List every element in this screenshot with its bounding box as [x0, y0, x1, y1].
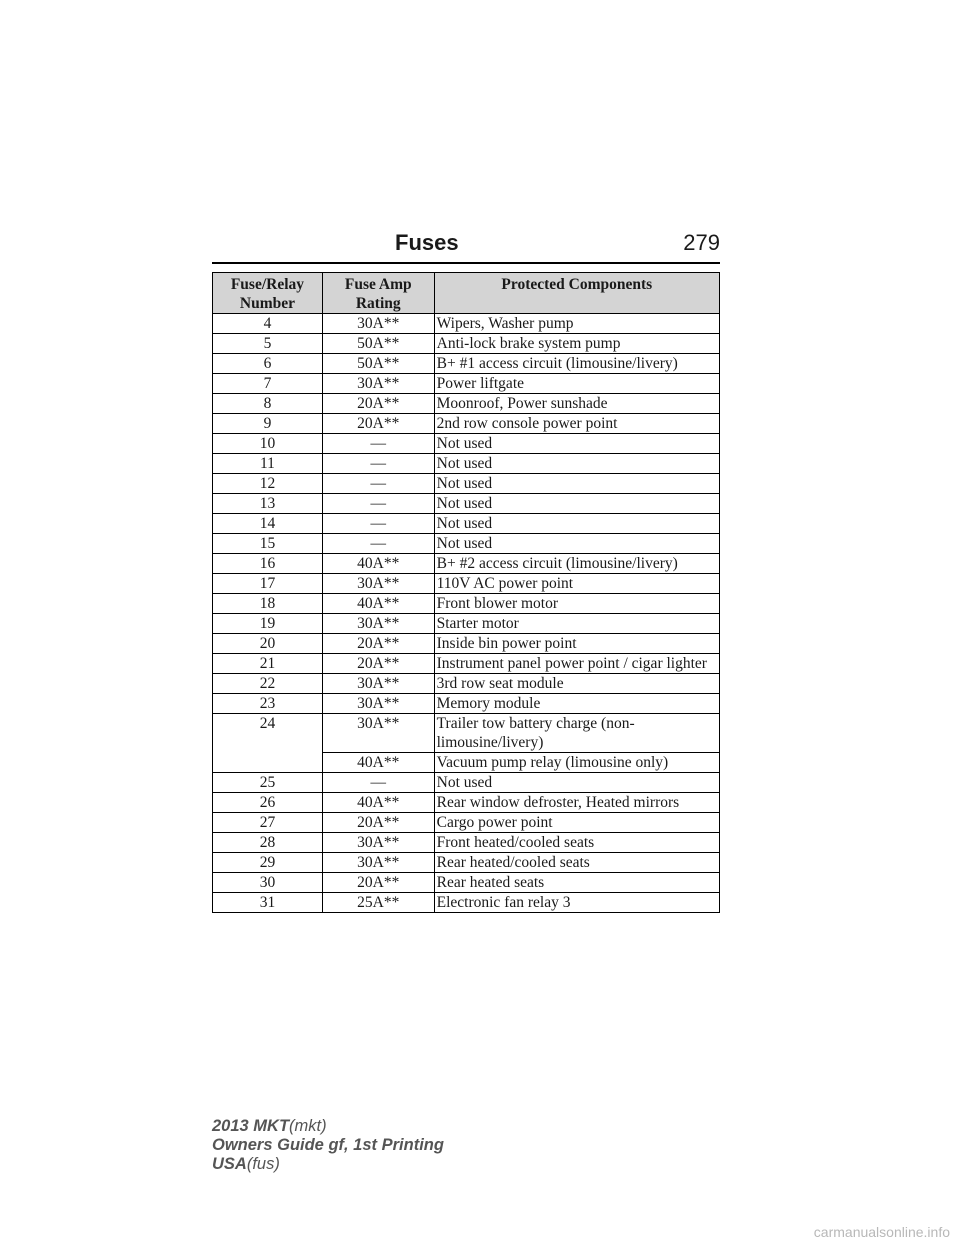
table-row: [213, 394, 720, 414]
protected-component-cell: B+ #2 access circuit (limousine/livery): [434, 554, 719, 574]
page-number: 279: [683, 230, 720, 255]
amp-rating-cell: —: [322, 514, 434, 534]
table-row: [213, 434, 720, 454]
protected-component-cell: Electronic fan relay 3: [434, 893, 719, 913]
protected-component-cell: Rear window defroster, Heated mirrors: [434, 793, 719, 813]
amp-rating-cell: 20A**: [322, 813, 434, 833]
footer-line-region: [212, 1155, 444, 1174]
page-header: [212, 228, 720, 264]
protected-component-cell: 110V AC power point: [434, 574, 719, 594]
table-row: [213, 853, 720, 873]
fuse-number-cell: 10: [213, 434, 323, 454]
amp-rating-cell: —: [322, 534, 434, 554]
protected-component-cell: Vacuum pump relay (limousine only): [434, 753, 719, 773]
table-row: [213, 873, 720, 893]
fuse-number-cell: 19: [213, 614, 323, 634]
fuse-table: [212, 272, 720, 913]
footer-region-code: (fus): [246, 1155, 280, 1173]
fuse-number-cell: 16: [213, 554, 323, 574]
protected-component-cell: Front heated/cooled seats: [434, 833, 719, 853]
table-row: [213, 714, 720, 753]
fuse-number-cell: 4: [213, 314, 323, 334]
fuse-number-cell: 25: [213, 773, 323, 793]
amp-rating-cell: 50A**: [322, 354, 434, 374]
table-row: [213, 893, 720, 913]
amp-rating-cell: 20A**: [322, 394, 434, 414]
fuse-number-cell: 21: [213, 654, 323, 674]
protected-component-cell: Moonroof, Power sunshade: [434, 394, 719, 414]
amp-rating-cell: 20A**: [322, 414, 434, 434]
fuse-number-cell: 26: [213, 793, 323, 813]
table-row: [213, 793, 720, 813]
fuse-number-cell: 28: [213, 833, 323, 853]
print-footer: [212, 1117, 444, 1174]
amp-rating-cell: —: [322, 773, 434, 793]
table-row: [213, 833, 720, 853]
table-row: [213, 374, 720, 394]
amp-rating-cell: 30A**: [322, 574, 434, 594]
protected-component-cell: Not used: [434, 494, 719, 514]
protected-component-cell: Rear heated/cooled seats: [434, 853, 719, 873]
table-row: [213, 773, 720, 793]
amp-rating-cell: 30A**: [322, 674, 434, 694]
protected-component-cell: 2nd row console power point: [434, 414, 719, 434]
fuse-number-cell: 12: [213, 474, 323, 494]
amp-rating-cell: 30A**: [322, 714, 434, 753]
footer-model: 2013 MKT: [212, 1117, 290, 1135]
protected-component-cell: Not used: [434, 534, 719, 554]
fuse-number-cell: 22: [213, 674, 323, 694]
protected-component-cell: Front blower motor: [434, 594, 719, 614]
table-row: [213, 694, 720, 714]
fuse-number-cell: 29: [213, 853, 323, 873]
protected-component-cell: Starter motor: [434, 614, 719, 634]
protected-component-cell: Not used: [434, 514, 719, 534]
fuse-number-cell: 7: [213, 374, 323, 394]
amp-rating-cell: 20A**: [322, 873, 434, 893]
amp-rating-cell: —: [322, 494, 434, 514]
fuse-number-cell: 9: [213, 414, 323, 434]
protected-component-cell: Not used: [434, 773, 719, 793]
amp-rating-cell: 25A**: [322, 893, 434, 913]
fuse-number-cell: 24: [213, 714, 323, 773]
amp-rating-cell: 30A**: [322, 833, 434, 853]
amp-rating-cell: 20A**: [322, 634, 434, 654]
table-row: [213, 414, 720, 434]
protected-component-cell: Not used: [434, 434, 719, 454]
table-row: [213, 314, 720, 334]
table-row: [213, 634, 720, 654]
protected-component-cell: Memory module: [434, 694, 719, 714]
fuse-number-cell: 17: [213, 574, 323, 594]
amp-rating-cell: 30A**: [322, 614, 434, 634]
table-row: [213, 514, 720, 534]
section-title: Fuses: [395, 230, 459, 255]
column-header-amp-rating: Fuse Amp Rating: [322, 273, 434, 314]
footer-model-code: (mkt): [289, 1117, 327, 1135]
column-header-protected-components: Protected Components: [434, 273, 719, 314]
protected-component-cell: Inside bin power point: [434, 634, 719, 654]
amp-rating-cell: 50A**: [322, 334, 434, 354]
protected-component-cell: Not used: [434, 474, 719, 494]
fuse-number-cell: 30: [213, 873, 323, 893]
fuse-number-cell: 13: [213, 494, 323, 514]
protected-component-cell: Wipers, Washer pump: [434, 314, 719, 334]
table-row: [213, 813, 720, 833]
table-row: [213, 594, 720, 614]
amp-rating-cell: 30A**: [322, 694, 434, 714]
fuse-number-cell: 23: [213, 694, 323, 714]
amp-rating-cell: 40A**: [322, 793, 434, 813]
fuse-number-cell: 6: [213, 354, 323, 374]
fuse-number-cell: 31: [213, 893, 323, 913]
amp-rating-cell: 40A**: [322, 554, 434, 574]
column-header-fuse-number: Fuse/Relay Number: [213, 273, 323, 314]
table-row: [213, 454, 720, 474]
table-row: [213, 534, 720, 554]
amp-rating-cell: 30A**: [322, 853, 434, 873]
protected-component-cell: Instrument panel power point / cigar lighter: [434, 654, 719, 674]
watermark: carmanualsonline.info: [813, 1224, 950, 1240]
protected-component-cell: Trailer tow battery charge (non-limousine/livery): [434, 714, 719, 753]
fuse-number-cell: 11: [213, 454, 323, 474]
fuse-number-cell: 5: [213, 334, 323, 354]
fuse-number-cell: 27: [213, 813, 323, 833]
protected-component-cell: Power liftgate: [434, 374, 719, 394]
amp-rating-cell: 30A**: [322, 314, 434, 334]
footer-line-printing: [212, 1136, 444, 1155]
table-row: [213, 614, 720, 634]
table-row: [213, 674, 720, 694]
amp-rating-cell: —: [322, 474, 434, 494]
table-row: [213, 554, 720, 574]
protected-component-cell: Anti-lock brake system pump: [434, 334, 719, 354]
protected-component-cell: Not used: [434, 454, 719, 474]
amp-rating-cell: 40A**: [322, 753, 434, 773]
fuse-number-cell: 18: [213, 594, 323, 614]
footer-line-model: [212, 1117, 444, 1136]
amp-rating-cell: 20A**: [322, 654, 434, 674]
protected-component-cell: 3rd row seat module: [434, 674, 719, 694]
footer-region: USA: [212, 1155, 247, 1173]
table-row: [213, 574, 720, 594]
protected-component-cell: Cargo power point: [434, 813, 719, 833]
fuse-number-cell: 20: [213, 634, 323, 654]
table-row: [213, 474, 720, 494]
amp-rating-cell: —: [322, 434, 434, 454]
protected-component-cell: Rear heated seats: [434, 873, 719, 893]
amp-rating-cell: 40A**: [322, 594, 434, 614]
amp-rating-cell: 30A**: [322, 374, 434, 394]
table-row: [213, 334, 720, 354]
table-row: [213, 354, 720, 374]
fuse-number-cell: 8: [213, 394, 323, 414]
table-row: [213, 654, 720, 674]
footer-printing: Owners Guide gf, 1st Printing: [212, 1136, 444, 1154]
table-row: [213, 494, 720, 514]
fuse-number-cell: 14: [213, 514, 323, 534]
fuse-number-cell: 15: [213, 534, 323, 554]
table-header-row: [213, 273, 720, 314]
amp-rating-cell: —: [322, 454, 434, 474]
protected-component-cell: B+ #1 access circuit (limousine/livery): [434, 354, 719, 374]
fuse-table-body: [213, 314, 720, 913]
